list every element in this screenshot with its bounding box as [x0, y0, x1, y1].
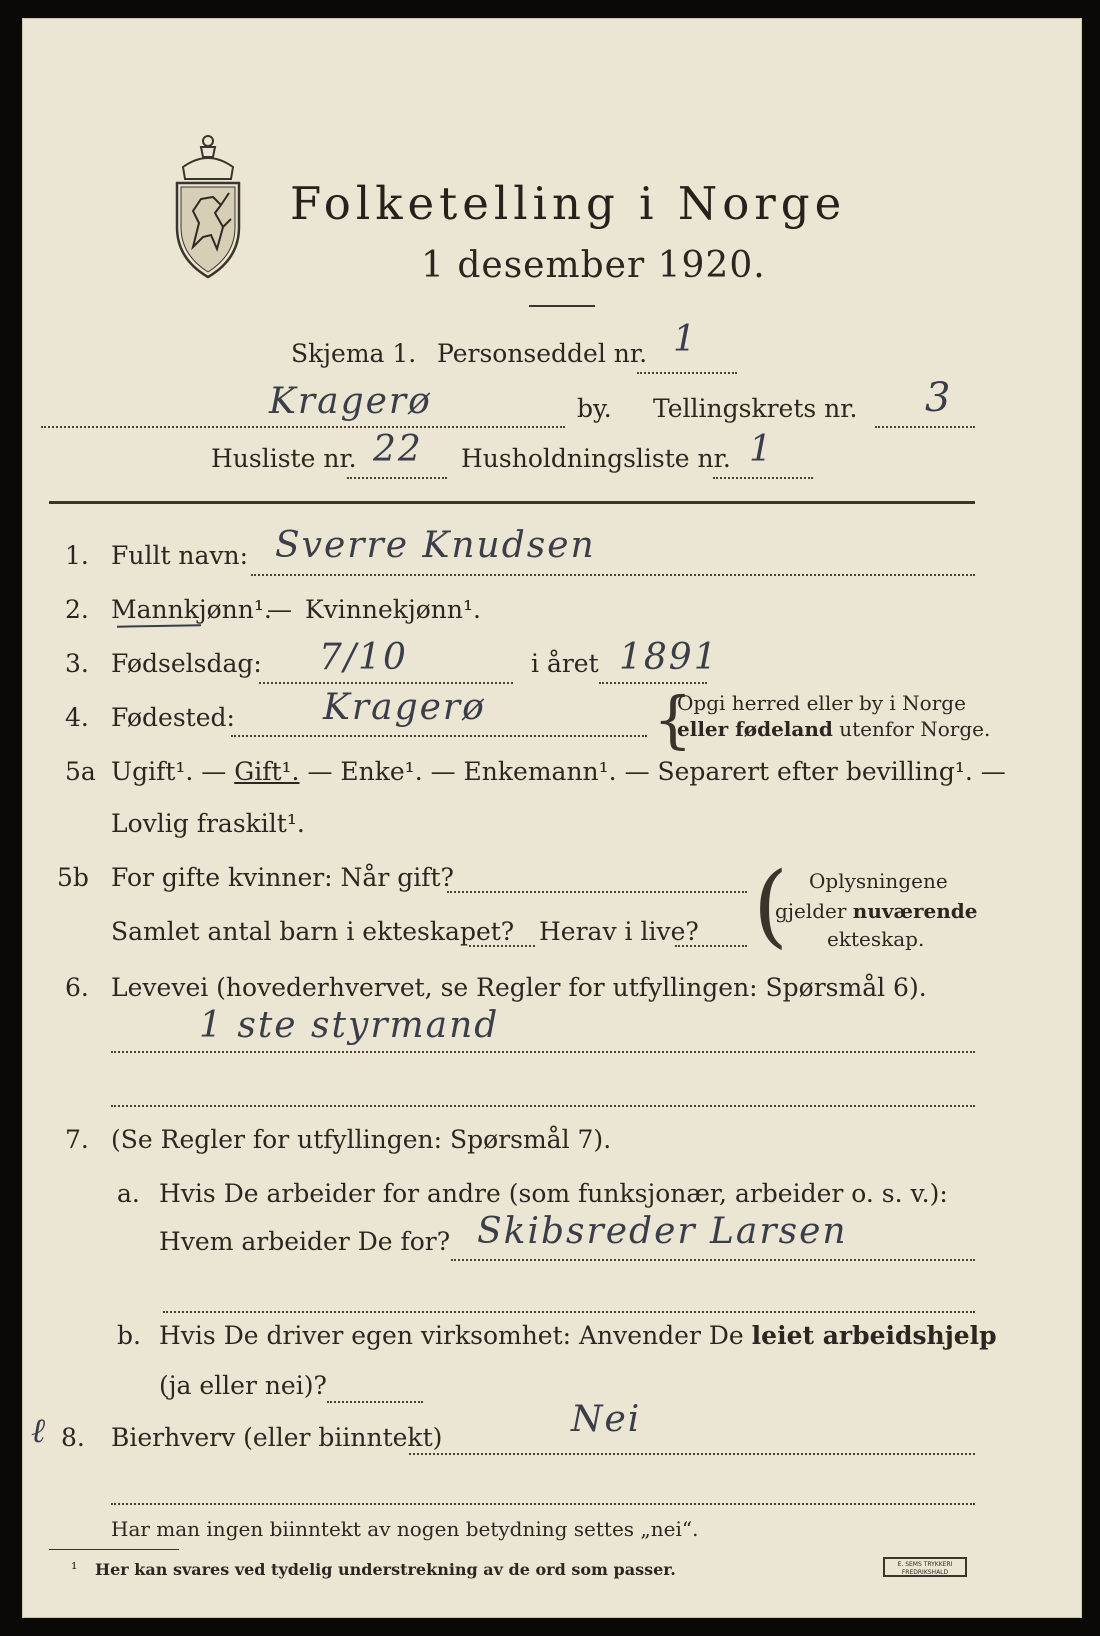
printer-stamp-line1: E. SEMS TRYKKERI	[897, 1561, 953, 1568]
q1-value: Sverre Knudsen	[275, 525, 596, 566]
by-label: by.	[577, 394, 612, 423]
q7a-line1: Hvis De arbeider for andre (som funksjonær, arbeider o. s. v.):	[159, 1179, 948, 1208]
q5a-rest: — Enke¹. — Enkemann¹. — Separert efter bevilling¹. —	[307, 757, 1006, 786]
q7a-line2-dots	[163, 1311, 975, 1313]
q5b-note-line1: Oplysningene	[809, 869, 948, 893]
q4-note-rest: utenfor Norge.	[839, 717, 991, 741]
tellingskrets-line	[875, 426, 975, 428]
q8-line	[409, 1453, 975, 1455]
census-form	[22, 18, 1082, 1618]
q7a-line	[451, 1259, 975, 1261]
footnote-rule	[49, 1549, 179, 1550]
q5b-note-line3: ekteskap.	[827, 927, 925, 951]
q5b-note-bold: nuværende	[852, 899, 978, 923]
husholdning-label: Husholdningsliste nr.	[461, 444, 731, 473]
q5b-children-line	[469, 945, 535, 947]
tellingskrets-value: 3	[925, 375, 953, 421]
q2-underline	[117, 624, 201, 627]
husholdning-value: 1	[749, 429, 774, 470]
q6-number: 6.	[65, 973, 89, 1002]
q8-label: Bierhverv (eller biinntekt)	[111, 1423, 443, 1452]
q5b-when-line	[447, 891, 747, 893]
q7b-number: b.	[117, 1321, 141, 1350]
q2-female: Kvinnekjønn¹.	[305, 595, 481, 624]
q8-margin-mark: ℓ	[31, 1411, 48, 1451]
husliste-label: Husliste nr.	[211, 444, 357, 473]
q5b-note-gjelder: gjelder	[775, 899, 847, 923]
q5b-note-line2	[775, 899, 978, 923]
form-title: Folketelling i Norge	[290, 177, 847, 230]
tellingskrets-label: Tellingskrets nr.	[653, 394, 858, 423]
by-line	[41, 426, 565, 428]
q8-line2	[111, 1503, 975, 1505]
personseddel-line	[637, 372, 737, 374]
form-date: 1 desember 1920.	[421, 245, 766, 286]
q4-note-bold: eller fødeland	[677, 717, 833, 741]
q3-number: 3.	[65, 649, 89, 678]
coat-of-arms-icon	[163, 127, 253, 279]
q6-label: Levevei (hovederhvervet, se Regler for utfyllingen: Spørsmål 6).	[111, 973, 927, 1002]
q7b-line2: (ja eller nei)?	[159, 1371, 327, 1400]
q5a-gift: Gift¹.	[234, 757, 300, 786]
q6-line2	[111, 1105, 975, 1107]
q7a-line2: Hvem arbeider De for?	[159, 1227, 451, 1256]
q2-male: Mannkjønn¹.	[111, 595, 272, 624]
q4-line	[231, 735, 647, 737]
q5a-number: 5a	[65, 757, 96, 786]
q8-number: 8.	[61, 1423, 85, 1452]
footnote-lead: Her kan svares ved tydelig	[95, 1560, 333, 1579]
q6-value: 1 ste styrmand	[199, 1005, 500, 1046]
q3-year-label: i året	[531, 649, 599, 678]
q5b-brace: (	[753, 853, 789, 958]
q5b-alive-label: Herav i live?	[539, 917, 699, 946]
q7b-line1	[159, 1321, 997, 1350]
q4-number: 4.	[65, 703, 89, 732]
q3-day-line	[259, 682, 513, 684]
personseddel-label: Personseddel nr.	[437, 339, 648, 368]
q6-line1	[111, 1051, 975, 1053]
q5b-label: For gifte kvinner: Når gift?	[111, 863, 454, 892]
q2-number: 2.	[65, 595, 89, 624]
q3-label: Fødselsdag:	[111, 649, 262, 678]
husliste-value: 22	[373, 429, 423, 470]
q7b-line1-bold: leiet arbeidshjelp	[751, 1321, 997, 1350]
q4-label: Fødested:	[111, 703, 235, 732]
q8-note: Har man ingen biinntekt av nogen betydning settes „nei“.	[111, 1517, 699, 1541]
printer-stamp-line2: FREDRIKSHALD	[901, 1569, 949, 1576]
q1-line	[251, 574, 975, 576]
q3-year: 1891	[619, 637, 719, 678]
printer-stamp	[883, 1557, 967, 1577]
q7-label: (Se Regler for utfyllingen: Spørsmål 7).	[111, 1125, 612, 1154]
q7-number: 7.	[65, 1125, 89, 1154]
q2-separator: —	[267, 595, 292, 624]
q4-note-line1: Opgi herred eller by i Norge	[677, 691, 966, 715]
footnote-bold: understrekning	[338, 1560, 478, 1579]
q8-value: Nei	[571, 1399, 642, 1440]
q5a-line1	[111, 757, 1006, 786]
q4-value: Kragerø	[323, 687, 486, 728]
q7a-number: a.	[117, 1179, 140, 1208]
q5a-line2: Lovlig fraskilt¹.	[111, 809, 305, 838]
q3-day: 7/10	[319, 637, 408, 678]
q1-number: 1.	[65, 541, 89, 570]
q4-note-line2	[677, 717, 990, 741]
personseddel-value: 1	[673, 319, 698, 360]
footnote-mark: ¹	[71, 1559, 78, 1578]
q7b-line	[327, 1401, 423, 1403]
q5a-ugift: Ugift¹. —	[111, 757, 227, 786]
title-divider	[529, 305, 595, 307]
q7b-line1-text: Hvis De driver egen virksomhet: Anvender De	[159, 1321, 744, 1350]
husliste-line	[347, 477, 447, 479]
husholdning-line	[713, 477, 813, 479]
q5b-number: 5b	[57, 863, 89, 892]
q4-brace: {	[653, 683, 693, 756]
skjema-label: Skjema 1.	[291, 339, 417, 368]
by-value: Kragerø	[269, 381, 432, 422]
footnote-text	[95, 1560, 676, 1579]
q1-label: Fullt navn:	[111, 541, 249, 570]
footnote-rest: av de ord som passer.	[483, 1560, 676, 1579]
q5b-alive-line	[675, 945, 747, 947]
q5b-children-label: Samlet antal barn i ekteskapet?	[111, 917, 515, 946]
q7a-value: Skibsreder Larsen	[477, 1211, 848, 1252]
header-divider	[49, 501, 975, 504]
